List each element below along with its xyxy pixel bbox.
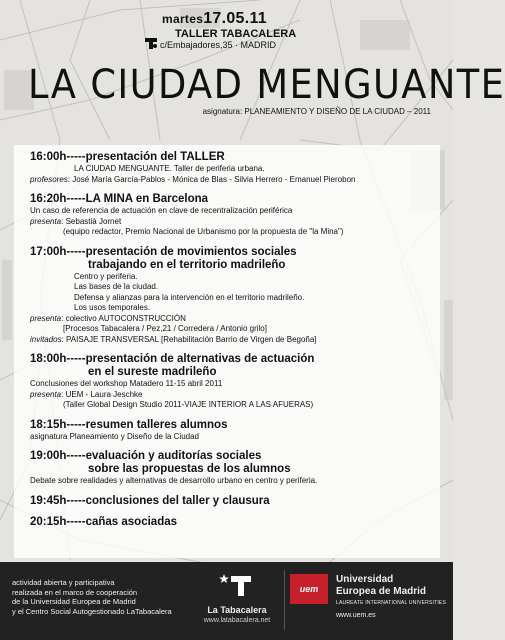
tabacalera-name: La Tabacalera	[207, 605, 267, 615]
program-item-title: 16:00h-----presentación del TALLER	[30, 151, 225, 163]
program-item	[30, 419, 440, 443]
tabacalera-block	[202, 572, 272, 624]
program-item-title-cont: en el sureste madrileño	[88, 366, 217, 378]
program-item-line	[30, 217, 440, 228]
university-line: Europea de Madrid	[336, 586, 427, 597]
program-item	[30, 450, 440, 487]
program-item-line	[30, 390, 440, 401]
program-item-line: Los usos temporales.	[74, 303, 151, 312]
program-item-title: 19:00h-----evaluación y auditorías sociales	[30, 450, 262, 462]
footer-divider	[284, 570, 285, 630]
venue-name: TALLER TABACALERA	[175, 28, 297, 40]
uem-url[interactable]: www.uem.es	[336, 612, 376, 619]
program-item-line: Defensa y alianzas para la intervención en el territorio madrileño.	[74, 292, 305, 302]
event-date	[162, 10, 267, 28]
program-list	[30, 151, 440, 537]
university-line: Universidad	[336, 574, 394, 585]
page-subtitle: asignatura: PLANEAMIENTO Y DISEÑO DE LA CIUDAD – 2011	[202, 107, 431, 116]
line-label: presenta	[30, 313, 62, 323]
program-item-line	[30, 335, 440, 346]
program-item-line: (Taller Global Design Studio 2011-VIAJE INTERIOR A LAS AFUERAS)	[63, 400, 314, 409]
program-item	[30, 353, 440, 411]
star-icon	[219, 574, 229, 583]
line-text: : PAISAJE TRANSVERSAL [Rehabilitación Barrio de Virgen de Begoña]	[61, 334, 317, 344]
program-item-title: 20:15h-----cañas asociadas	[30, 515, 178, 528]
tabacalera-logo-icon	[144, 36, 158, 50]
program-item-title: 16:20h-----LA MINA en Barcelona	[30, 193, 209, 205]
program-item-line: Centro y periferia.	[74, 271, 138, 281]
program-item-title-cont: sobre las propuestas de los alumnos	[88, 463, 291, 475]
program-item-line: Debate sobre realidades y alternativas de desarrollo urbano en centro y periferia.	[30, 476, 318, 485]
footer-credits	[12, 578, 172, 616]
tabacalera-logo-icon	[219, 572, 255, 598]
program-item	[30, 151, 440, 185]
program-item-line	[30, 314, 440, 325]
program-item-title: 19:45h-----conclusiones del taller y clausura	[30, 494, 270, 507]
program-item-line: Conclusiones del workshop Matadero 11-15 abril 2011	[30, 379, 223, 388]
footer-credit-line: realizada en el marco de cooperación	[12, 587, 138, 597]
line-label: presenta	[30, 389, 62, 399]
line-text: : José María García-Pablos - Mónica de Blas - Silvia Herrero - Emanuel Pierobon	[67, 174, 356, 184]
program-item	[30, 246, 440, 346]
program-item-title: 18:00h-----presentación de alternativas de actuación	[30, 353, 315, 365]
program-item-title: 18:15h-----resumen talleres alumnos	[30, 418, 228, 431]
page-title: LA CIUDAD MENGUANTE	[28, 62, 505, 108]
tabacalera-url[interactable]: www.latabacalera.net	[203, 617, 271, 624]
venue-address: c/Embajadores,35 · MADRID	[160, 40, 277, 50]
line-text: : colectivo AUTOCONSTRUCCIÓN	[61, 313, 186, 323]
university-name	[336, 574, 426, 598]
program-item-line: LA CIUDAD MENGUANTE. Taller de periferia urbana.	[74, 164, 265, 173]
program-item-line	[30, 175, 440, 186]
line-text: : Sebastià Jornet	[61, 216, 122, 226]
program-item	[30, 495, 440, 508]
footer-credit-line: y el Centro Social Autogestionado LaTabacalera	[12, 606, 172, 616]
program-item-line: Las bases de la ciudad.	[74, 282, 159, 291]
event-day: martes	[162, 12, 204, 26]
footer-credit-line: de la Universidad Europea de Madrid	[12, 597, 136, 606]
line-label: profesores	[30, 174, 68, 184]
line-label: invitados	[30, 334, 62, 344]
program-item	[30, 193, 440, 238]
program-item-line: [Procesos Tabacalera / Pez,21 / Corredera / Antonio grilo]	[63, 324, 267, 333]
line-text: : UEM - Laura Jeschke	[61, 389, 143, 399]
program-item	[30, 516, 440, 529]
program-item-line: (equipo redactor, Premio Nacional de Urbanismo por la propuesta de "la Mina")	[63, 227, 344, 236]
program-item-line: asignatura Planeamiento y Diseño de la Ciudad	[30, 431, 199, 441]
line-label: presenta	[30, 216, 62, 226]
event-date-value: 17.05.11	[203, 10, 267, 27]
uem-logo: uem	[290, 574, 328, 604]
program-item-title-cont: trabajando en el territorio madrileño	[88, 258, 286, 271]
laureate-text: LAUREATE INTERNATIONAL UNIVERSITIES	[336, 600, 446, 606]
program-item-line: Un caso de referencia de actuación en clave de recentralización periférica	[30, 206, 293, 215]
program-item-title: 17:00h-----presentación de movimientos sociales	[30, 245, 297, 258]
footer	[0, 562, 453, 640]
footer-credit-line: actividad abierta y participativa	[12, 578, 115, 587]
